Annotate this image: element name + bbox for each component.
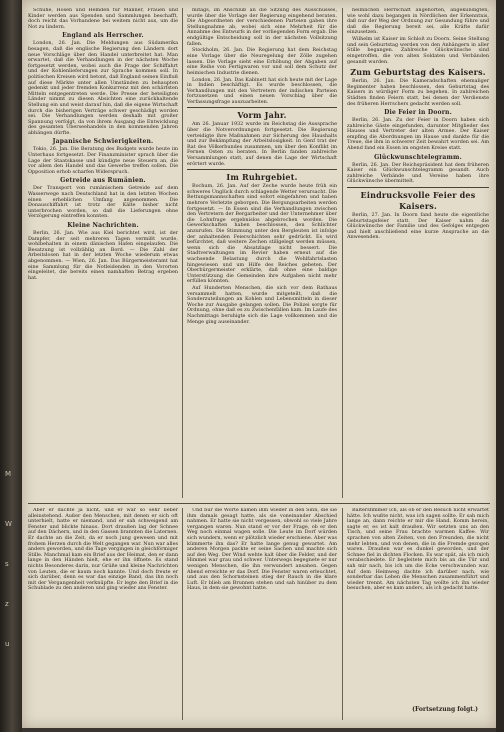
column-divider — [182, 508, 183, 720]
section-rule — [187, 107, 337, 108]
book-binding — [0, 0, 22, 732]
column-2 — [187, 8, 337, 498]
article-paragraph: Stockholm, 26. Jan. Die Regierung hat dem Reichstag eine Vorlage über die Neuregelung der Zölle zugehen lassen. Die Vorlage sieht eine Erhöhung der Abgaben auf eine Reihe von Fertigwaren vor und soll dem Schutz der heimischen Industrie dienen. — [187, 47, 337, 76]
article-paragraph: Am 26. Januar 1932 wurde im Reichstag die Aussprache über die Notverordnungen fortgesetzt. Die Regierung verteidigte ihre Maßnahmen zur Sicherung des Haushalts und zur Bekämpfung der Arbeitslosigkeit. In Genf trat der Rat des Völkerbundes zusammen, um über den Konflikt im Fernen Osten zu beraten. In Berlin fanden zahlreiche Versammlungen statt, auf denen die Lage der Wirtschaft erörtert wurde. — [187, 121, 337, 167]
binding-mark: s — [5, 560, 9, 568]
continuation-note: (Fortsetzung folgt.) — [412, 706, 478, 713]
article-paragraph: Schuhe, Hosen und Hemden für Männer, Frauen und Kinder werden aus Spenden und Sammlungen beschafft, doch reicht das Vorhandene bei weitem nicht aus, um die Not zu lindern. — [28, 8, 178, 30]
article-headline: England als Herrscher. — [62, 32, 144, 40]
binding-mark: u — [5, 640, 10, 648]
column-divider — [342, 8, 343, 498]
feuilleton-column-1 — [28, 508, 178, 720]
article-paragraph: Berlin, 26. Jan. Der Reichspräsident hat dem früheren Kaiser ein Glückwunschtelegramm gesandt. Auch zahlreiche Verbände und Vereine haben ihre Glückwünsche übermittelt. — [347, 161, 489, 185]
article-paragraph: Berlin, 26. Jan. Zu der Feier in Doorn haben sich zahlreiche Gäste eingefunden, darunter Mitglieder des Hauses und Vertreter der alten Armee. Der Kaiser empfing die Abordnungen im Hause und dankte für die Treue, die ihm in schwerer Zeit bewahrt worden sei. Am Abend fand ein Essen im engsten Kreise statt. — [347, 117, 489, 152]
article-headline: Getreide aus Rumänien. — [60, 177, 146, 185]
binding-mark: z — [5, 600, 9, 608]
article-headline: Im Ruhrgebiet. — [226, 172, 298, 183]
article-paragraph: Bochum, 26. Jan. Auf der Zeche wurde heute früh ein schweres Unglück durch schlagende Wetter verursacht. Die Rettungsmannschaften sind sofort eingefahren und haben mehrere Verletzte geborgen. Die Bergungsarbeiten werden fortgesetzt. — In Essen sind die Verhandlungen zwischen den Vertretern der Bergarbeiter und der Unternehmer über die Lohnfrage ergebnislos abgebrochen worden. Die Gewerkschaften haben beschlossen, den Schlichter anzurufen. Die Stimmung unter den Bergleuten ist infolge der anhaltenden Feierschichten sehr gedrückt. Es wird befürchtet, daß weitere Zechen stillgelegt werden müssen, wenn sich die Absatzlage nicht bessert. Die Stadtverwaltungen im Revier haben erneut auf die wachsende Belastung durch die Wohlfahrtslasten hingewiesen und um Hilfe des Reiches gebeten. Der Oberbürgermeister erklärte, daß ohne eine baldige Unterstützung die Gemeinden ihre Aufgaben nicht mehr erfüllen könnten. — [187, 183, 337, 285]
article-headline: Kleine Nachrichten. — [67, 222, 139, 229]
column-3 — [347, 8, 489, 498]
article-paragraph: heimlichen Herrschaft angehörten, angekündigten, wie wohl dazu begangen in Nördlichen der Erkenntnis, daß nur der Weg der Ordnung zur Gesundung führe und daß die Regierung bereit sei, alle Kräfte dafür einzusetzen. — [347, 8, 489, 36]
article-paragraph: Berlin, 27. Jan. In Doorn fand heute die eigentliche Geburtstagsfeier statt. Der Kaiser nahm die Glückwünsche der Familie und des Gefolges entgegen und hielt anschließend eine kurze Ansprache an die Anwesenden. — [347, 212, 489, 241]
story-paragraph: Aber er dachte ja nicht, und er war so sehr lieber alleinstehend. Außer den Menschen, mit denen er sich oft unterhielt, hatte er niemand, und er sah schweigend am Fenster und blickte hinaus. Dort draußen lag der Schnee auf den Dächern, und in den Gassen brannten die Laternen. Er dachte an die Zeit, da er noch jung gewesen und mit frohem Herzen durch die Welt gegangen war. Nun war alles anders geworden, und die Tage vergingen in gleichförmiger Stille. Manchmal kam ein Brief aus der Heimat, den er dann lange in den Händen hielt, ehe er ihn öffnete. Es stand nichts Besonderes darin, nur Grüße und kleine Nachrichten von Leuten, die er kaum noch kannte. Und doch freute er sich darüber, denn es war das einzige Band, das ihn noch mit der Vergangenheit verknüpfte. Er legte den Brief in die Schublade zu den anderen und ging wieder ans Fenster. — [28, 508, 178, 592]
column-divider — [182, 8, 183, 498]
article-headline: Zum Geburtstag des Kaisers. — [350, 67, 486, 78]
section-rule — [187, 169, 337, 170]
article-paragraph: London, 26. Jan. Das Kabinett hat sich heute mit der Lage in Indien beschäftigt. Es wurde beschlossen, die Verhandlungen mit den Vertretern der indischen Parteien fortzusetzen und einen neuen Vorschlag über die Verfassungsfrage auszuarbeiten. — [187, 76, 337, 105]
article-headline: Eindrucksvolle Feier des Kaisers. — [360, 190, 476, 212]
article-headline: Vorm Jahr. — [237, 110, 287, 121]
newspaper-page — [22, 0, 496, 728]
binding-mark: W — [5, 520, 12, 528]
feuilleton-rule — [28, 503, 490, 504]
section-rule — [347, 187, 489, 188]
page-edge — [496, 0, 504, 732]
article-paragraph: Der Transport von rumänischem Getreide auf dem Wasserwege nach Deutschland hat in den letzten Wochen einen erheblichen Umfang angenommen. Die Donauschiffahrt ist trotz der Kälte bisher nicht unterbrochen worden, so daß die Lieferungen ohne Verzögerung eintreffen konnten. — [28, 185, 178, 220]
feuilleton-column-2 — [187, 508, 337, 720]
story-paragraph: Und nur die Worte kamen ihm wieder in den Sinn, die sie ihm damals gesagt hatte, als sie voneinander Abschied nahmen. Er hatte sie nicht vergessen, obwohl so viele Jahre vergangen waren. Nun stand er vor der Frage, ob er den Weg noch einmal wagen solle. Die Leute im Dorf würden sich wundern, wenn er plötzlich wieder erschiene. Aber was kümmerte ihn das? Er hatte lange genug gewartet. Am anderen Morgen packte er seine Sachen und machte sich auf den Weg. Der Wind wehte kalt über die Felder, und der Himmel war grau und schwer. Unterwegs begegnete er nur wenigen Menschen, die ihn verwundert ansahen. Gegen Abend erreichte er das Dorf. Die Fenster waren erleuchtet, und aus den Schornsteinen stieg der Rauch in die klare Luft. Er blieb am Brunnen stehen und sah hinüber zu dem Haus, in dem sie gewohnt hatte. — [187, 508, 337, 592]
article-paragraph: Wilhelm ist Kaiser im Schloß zu Doorn. Seine Stellung und sein Geburtstag werden von den Anhängern in aller Stille begangen. Zahlreiche Glückwünsche sind eingetroffen, die von alten Soldaten und Verbänden gesandt wurden. — [347, 36, 489, 65]
article-headline: Japanische Schwierigkeiten. — [52, 138, 154, 146]
article-paragraph: mitags, im Anschluß an die Sitzung des Ausschusses, wurde über die Vorlage der Regierung eingehend beraten. Die Abgeordneten der verschiedenen Parteien gaben ihre Stellungnahme ab, wobei sich eine Mehrheit für die Annahme des Entwurfs in der vorliegenden Form ergab. Die endgültige Entscheidung soll in der nächsten Vollsitzung fallen. — [187, 8, 337, 47]
article-headline: Die Feier in Doorn. — [384, 109, 452, 117]
story-paragraph: Baltersfimmer ich, als ob er den Besuch nicht erwartet hätte. Ich wußte nicht, was ich sagen sollte. Er sah mich lange an, dann reichte er mir die Hand. Komm herein, sagte er, es ist kalt draußen. Wir setzten uns an den Tisch, und seine Frau brachte warmen Kaffee. Wir sprachen von alten Zeiten, von den Freunden, die nicht mehr lebten, und von denen, die in die Fremde gezogen waren. Draußen war es dunkel geworden, und der Schnee fiel in dichten Flocken. Es war spät, als ich mich verabschiedete. Er begleitete mich bis an die Tür und sah mir nach, bis ich um die Ecke verschwunden war. Auf dem Heimweg dachte ich darüber nach, wie sonderbar das Leben die Menschen zusammenführt und wieder trennt. Am nächsten Tag wollte ich ihn wieder besuchen, aber es kam anders, als ich gedacht hatte. — [347, 508, 489, 592]
article-paragraph: London, 26. Jan. Die Meldungen aus Südamerika besagen, daß die englische Regierung den Ländern dort neue Vorschläge über den Handel unterbreitet hat. Man erwartet, daß die Verhandlungen in der nächsten Woche fortgesetzt werden, wobei auch die Frage der Schiffahrt und der Kohlenlieferungen zur Sprache kommen soll. In politischen Kreisen wird betont, daß England seinen Einfluß auf diese Märkte unter allen Umständen zu behaupten gedenkt und jeder fremden Konkurrenz mit den schärfsten Mitteln entgegentreten werde. Die Presse der beteiligten Länder nimmt zu diesen Absichten eine zurückhaltende Stellung ein und weist darauf hin, daß die eigene Wirtschaft durch die bisherigen Verträge schwer geschädigt worden sei. Die Verhandlungen werden deshalb mit großer Spannung verfolgt, da von ihrem Ausgang die Entwicklung des gesamten Überseehandels in den kommenden Jahren abhängen dürfte. — [28, 40, 178, 136]
article-paragraph: Tokio, 26. Jan. Die Beratung des Budgets wurde heute im Unterhaus fortgesetzt. Der Finanzminister sprach über die Lage der Staatskasse und kündigte neue Steuern an, die vor allem den Handel und das Gewerbe treffen sollen. Die Opposition erhob scharfen Widerspruch. — [28, 146, 178, 175]
article-paragraph: Auf Hunderten Menschen, die sich vor dem Rathaus versammelt hatten, wurde mitgeteilt, daß die Sonderzuteilungen an Kohlen und Lebensmitteln in dieser Woche zur Ausgabe gelangen sollen. Die Polizei sorgte für Ordnung, ohne daß es zu Zwischenfällen kam. Im Laufe des Nachmittags beruhigte sich die Lage vollkommen und die Menge ging auseinander. — [187, 285, 337, 325]
article-paragraph: Berlin, 26. Jan. Die Kameradschaften ehemaliger Regimenter haben beschlossen, den Geburtstag des Kaisers in würdiger Form zu begehen. In zahlreichen Städten finden Feiern statt, bei denen der Verdienste des früheren Herrschers gedacht werden soll. — [347, 78, 489, 107]
article-headline: Glückwunschtelegramm. — [374, 153, 462, 161]
binding-mark: M — [5, 470, 12, 478]
column-1 — [28, 8, 178, 498]
column-divider — [342, 508, 343, 720]
feuilleton-column-3 — [347, 508, 489, 703]
article-paragraph: Berlin, 26. Jan. Wie aus Kiel berichtet wird, ist der Dampfer, der seit mehreren Tagen vermißt wurde, wohlbehalten in einem dänischen Hafen eingelaufen. Die Besatzung ist vollzählig an Bord. — Die Zahl der Arbeitslosen hat in der letzten Woche wiederum etwas abgenommen. — Wien, 26. Jan. Das Bürgermeisteramt hat eine Sammlung für die Notleidenden in den Vororten eingeleitet, die bereits einen namhaften Betrag ergeben hat. — [28, 230, 178, 281]
